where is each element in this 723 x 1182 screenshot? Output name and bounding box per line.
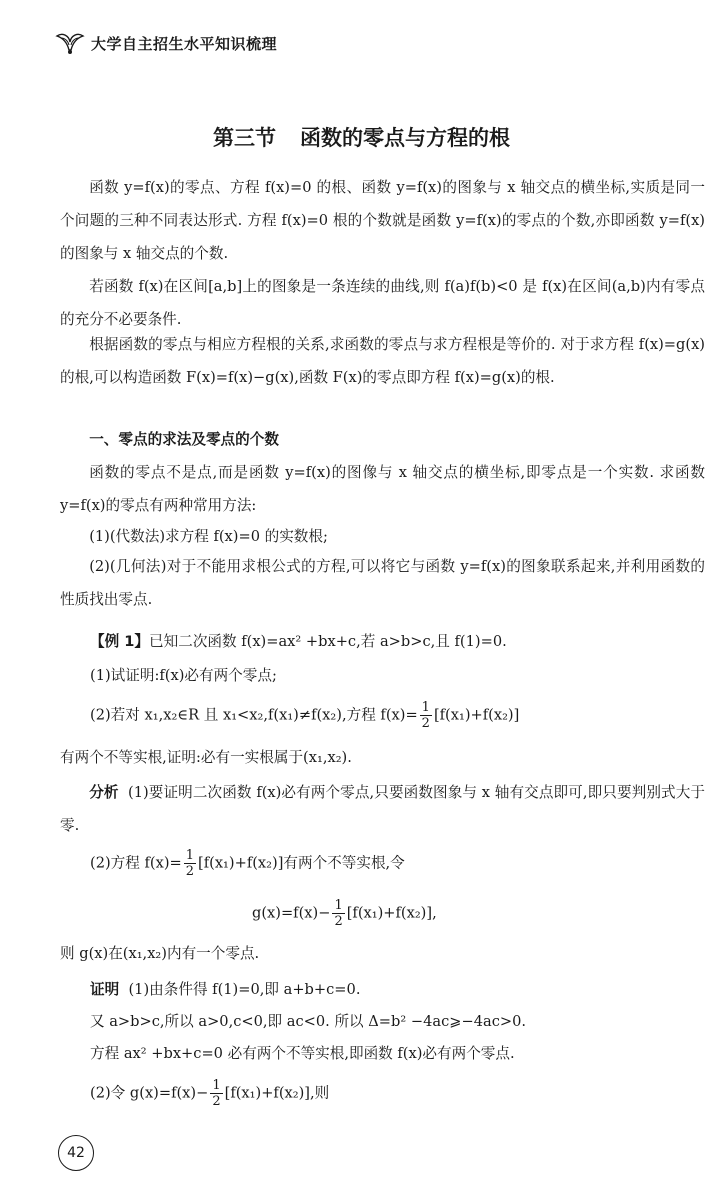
fraction-one-half: $\frac{1}{2}$ bbox=[421, 700, 430, 731]
example-question-2-tail: 有两个不等实根,证明:必有一实根属于(x₁,x₂). bbox=[60, 749, 352, 766]
proof-line-1: 证明 (1)由条件得 f(1)=0,即 a+b+c=0. bbox=[90, 981, 361, 998]
example-question-1: (1)试证明:f(x)必有两个零点; bbox=[90, 667, 277, 684]
analysis-paragraph: 分析 (1)要证明二次函数 f(x)必有两个零点,只要函数图象与 x 轴有交点即可,即只要判别式大于零. bbox=[60, 784, 705, 834]
analysis-line-2: (2)方程 f(x)= $\frac{1}{2}$ [f(x₁)+f(x₂)]有两个不等实根,令 bbox=[90, 848, 405, 879]
intro-paragraph-1: 函数 y=f(x)的零点、方程 f(x)=0 的根、函数 y=f(x)的图象与 x 轴交点的横坐标,实质是同一个问题的三种不同表达形式. 方程 f(x)=0 根的个数就是函数 y=f(x)的零点的个数,亦即函数 y=f(x)的图象与 x 轴交点的个数. bbox=[60, 179, 705, 262]
proof-line-4: (2)令 g(x)=f(x)− $\frac{1}{2}$ [f(x₁)+f(x₂)],则 bbox=[90, 1078, 330, 1109]
subsection-paragraph: 函数的零点不是点,而是函数 y=f(x)的图像与 x 轴交点的横坐标,即零点是一个实数. 求函数 y=f(x)的零点有两种常用方法: bbox=[60, 464, 705, 514]
bird-logo-icon bbox=[55, 28, 85, 58]
fraction-one-half: $\frac{1}{2}$ bbox=[185, 848, 195, 879]
section-title bbox=[0, 122, 723, 152]
section-number: 第三节 bbox=[213, 126, 276, 150]
proof-label: 证明 bbox=[90, 981, 120, 998]
method-1: (1)(代数法)求方程 f(x)=0 的实数根; bbox=[89, 528, 328, 545]
intro-paragraph-3: 根据函数的零点与相应方程根的关系,求函数的零点与求方程根是等价的. 对于求方程 f(x)=g(x)的根,可以构造函数 F(x)=f(x)−g(x),函数 F(x)的零点即方程 f(x)=g(x)的根. bbox=[60, 336, 705, 386]
proof-line-3: 方程 ax² +bx+c=0 必有两个不等实根,即函数 f(x)必有两个零点. bbox=[90, 1045, 515, 1062]
analysis-label: 分析 bbox=[89, 784, 119, 801]
example-label: 【例 1】 bbox=[90, 633, 150, 650]
section-heading: 函数的零点与方程的根 bbox=[300, 126, 510, 150]
example-stem: 【例 1】已知二次函数 f(x)=ax² +bx+c,若 a>b>c,且 f(1)=0. bbox=[90, 633, 507, 650]
intro-paragraph-2: 若函数 f(x)在区间[a,b]上的图象是一条连续的曲线,则 f(a)f(b)<0 是 f(x)在区间(a,b)内有零点的充分不必要条件. bbox=[60, 278, 705, 328]
proof-line-2: 又 a>b>c,所以 a>0,c<0,即 ac<0. 所以 Δ=b² −4ac⩾−4ac>0. bbox=[90, 1013, 527, 1030]
subsection-heading: 一、零点的求法及零点的个数 bbox=[89, 431, 279, 448]
analysis-formula: g(x)=f(x)− $\frac{1}{2}$ [f(x₁)+f(x₂)], bbox=[252, 898, 437, 929]
example-question-2: (2)若对 x₁,x₂∈R 且 x₁<x₂,f(x₁)≠f(x₂),方程 f(x)= $\frac{1}{2}$ [f(x₁)+f(x₂)] bbox=[90, 700, 520, 731]
header-title: 大学自主招生水平知识梳理 bbox=[91, 34, 278, 53]
running-header bbox=[55, 28, 375, 58]
fraction-one-half: $\frac{1}{2}$ bbox=[334, 898, 343, 929]
analysis-conclusion: 则 g(x)在(x₁,x₂)内有一个零点. bbox=[60, 945, 260, 962]
fraction-one-half: $\frac{1}{2}$ bbox=[212, 1078, 221, 1109]
method-2: (2)(几何法)对于不能用求根公式的方程,可以将它与函数 y=f(x)的图象联系起来,并利用函数的性质找出零点. bbox=[60, 558, 705, 608]
page-number: 42 bbox=[58, 1135, 94, 1171]
